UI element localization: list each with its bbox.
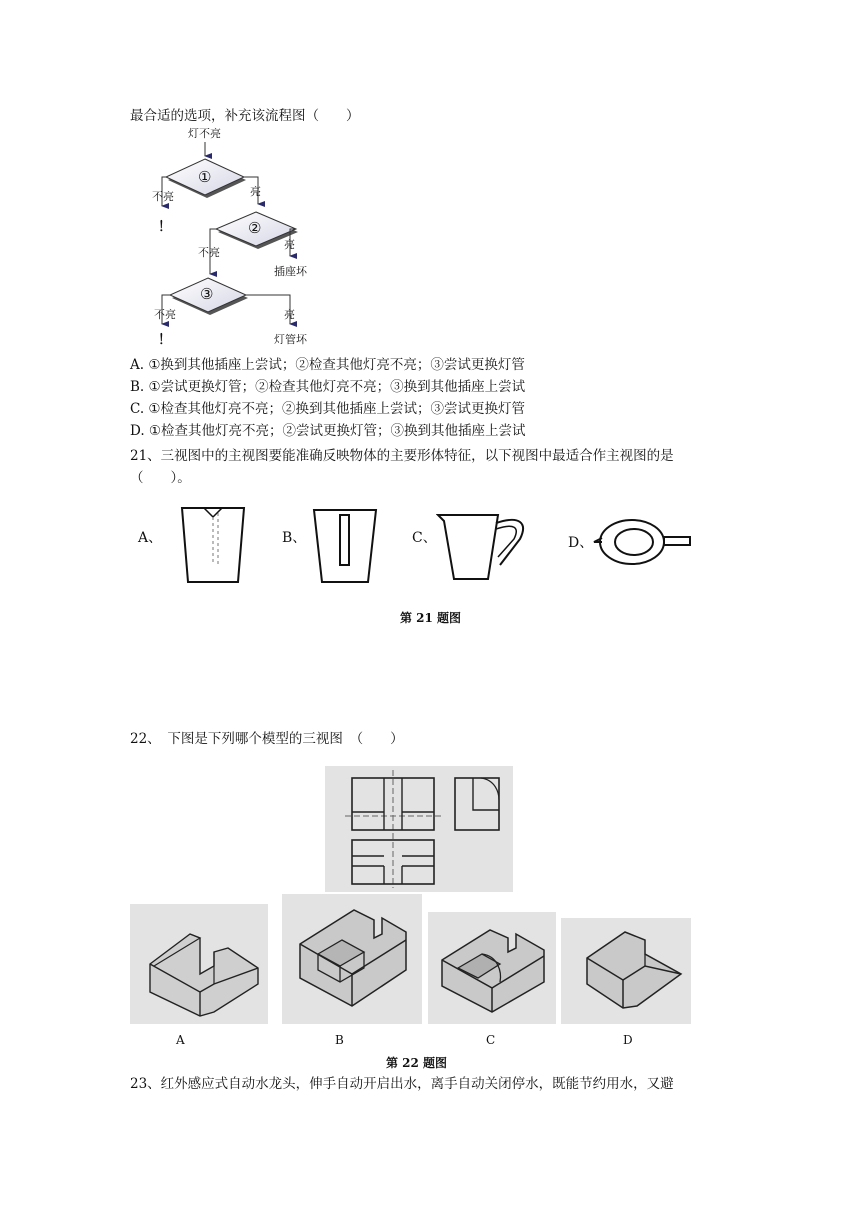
- flow-end4: 灯管坏: [274, 333, 307, 346]
- three-view-drawing: [325, 766, 513, 892]
- flow-step2: ②: [248, 219, 262, 237]
- q22-stem: 22、 下图是下列哪个模型的三视图 （ ）: [130, 731, 404, 747]
- flow-step3: ③: [200, 285, 214, 303]
- flow-yes3: 亮: [284, 308, 295, 321]
- q20-option-b: B. ①尝试更换灯管；②检查其他灯亮不亮；③换到其他插座上尝试: [130, 379, 526, 395]
- flow-end3: ！: [158, 332, 172, 348]
- q20-option-d: D. ①检查其他灯亮不亮；②尝试更换灯管；③换到其他插座上尝试: [130, 423, 526, 439]
- q21-caption: 第 21 题图: [400, 611, 462, 625]
- model-d-photo: [561, 918, 691, 1024]
- q20-option-c: C. ①检查其他灯亮不亮；②换到其他插座上尝试；③尝试更换灯管: [130, 401, 526, 417]
- flow-no1: 不亮: [152, 190, 174, 203]
- q22-label-d: D: [623, 1033, 633, 1047]
- q22-label-a: A: [176, 1033, 185, 1047]
- q20-option-a: A. ①换到其他插座上尝试；②检查其他灯亮不亮；③尝试更换灯管: [130, 357, 525, 373]
- model-c-photo: [428, 912, 556, 1024]
- flow-yes2: 亮: [284, 238, 295, 251]
- model-d-graphic: [561, 918, 691, 1024]
- flow-step1: ①: [198, 168, 212, 186]
- q21-label-b: B、: [282, 530, 307, 546]
- flow-end2: 插座坏: [274, 265, 307, 278]
- q21-label-c: C、: [412, 530, 437, 546]
- cup-a-figure: [178, 505, 248, 585]
- q22-label-c: C: [486, 1033, 496, 1047]
- cup-d-figure: [590, 516, 694, 572]
- q20-intro: 最合适的选项，补充该流程图（ ）: [130, 108, 360, 124]
- cup-b-figure: [312, 507, 378, 585]
- flow-yes1: 亮: [250, 185, 261, 198]
- flow-no2: 不亮: [198, 246, 220, 259]
- model-b-photo: [282, 894, 422, 1024]
- q21-stem-line1: 21、三视图中的主视图要能准确反映物体的主要形体特征，以下视图中最适合作主视图的是: [130, 448, 674, 464]
- cup-c-figure: [436, 509, 526, 585]
- q21-label-a: A、: [138, 530, 163, 546]
- q21-stem-line2: （ ）。: [130, 470, 191, 486]
- model-c-graphic: [428, 912, 556, 1024]
- q22-caption: 第 22 题图: [386, 1056, 448, 1070]
- model-a-photo: [130, 904, 268, 1024]
- flowchart: [150, 126, 320, 350]
- model-a-graphic: [130, 904, 268, 1024]
- flow-start: 灯不亮: [188, 127, 221, 140]
- flow-no3: 不亮: [154, 308, 176, 321]
- model-b-graphic: [282, 894, 422, 1024]
- q22-label-b: B: [335, 1033, 344, 1047]
- flow-end1: ！: [158, 219, 172, 235]
- q23-stem: 23、红外感应式自动水龙头，伸手自动开启出水，离手自动关闭停水，既能节约用水，又避: [130, 1076, 674, 1092]
- q21-label-d: D、: [568, 535, 594, 551]
- three-view-graphic: [325, 766, 513, 892]
